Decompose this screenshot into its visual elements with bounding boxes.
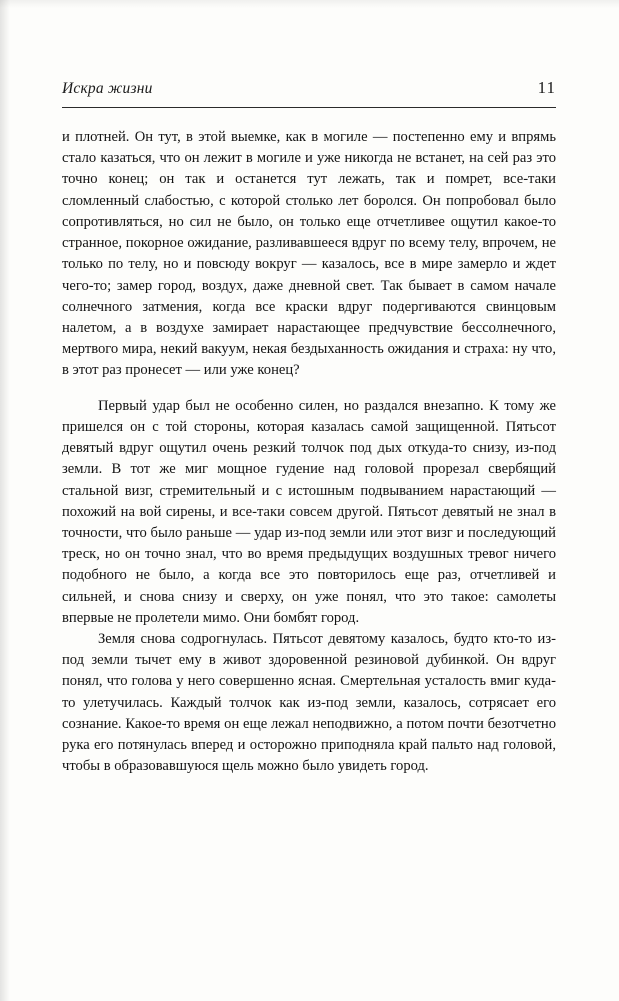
body-text: [62, 127, 556, 778]
running-head: [62, 78, 556, 98]
page-number: 11: [537, 78, 556, 97]
book-title: Искра жизни: [62, 80, 153, 97]
paragraph: и плотней. Он тут, в этой выемке, как в могиле — постепенно ему и впрямь стало казаться, что он лежит в могиле и уже никогда не встанет, на сей раз это точно конец; он так и останется тут лежать, так и помрет, все-таки сломленный слабостью, с которой столько лет боролся. Он попробовал было сопротивляться, но сил не было, он только еще отчетливее ощутил какое-то странное, покорное ожидание, разливавшееся вдруг по всему телу, впрочем, не только по телу, но и повсюду вокруг — казалось, все в мире замерло и ждет чего-то; замер город, воздух, даже дневной свет. Так бывает в самом начале солнечного затмения, когда все краски вдруг подергиваются свинцовым налетом, а в воздухе замирает нарастающее предчувствие бессолнечного, мертвого мира, некий вакуум, некая бездыханность ожидания и страха: ну что, в этот раз пронесет — или уже конец?: [62, 129, 556, 379]
paragraph: Земля снова содрогнулась. Пятьсот девятому казалось, будто кто-то из-под земли тычет ему в живот здоровенной резиновой дубинкой. Он вдруг понял, что голова у него совершенно ясная. Смертельная усталость вмиг куда-то улетучилась. Каждый толчок как из-под земли, казалось, сотрясает его сознание. Какое-то время он еще лежал неподвижно, а потом почти безотчетно рука его потянулась вперед и осторожно приподняла край пальто над головой, чтобы в образовавшуюся щель можно было увидеть город.: [62, 631, 556, 775]
page-edge-shadow-left: [0, 0, 10, 1001]
page-content: [62, 78, 556, 778]
paragraph-spacer: [62, 382, 556, 396]
page-edge-shadow-top: [0, 0, 619, 8]
header-divider: [62, 107, 556, 108]
paragraph: Первый удар был не особенно силен, но раздался внезапно. К тому же пришелся он с той стороны, которая казалась самой защищенной. Пятьсот девятый вдруг ощутил очень резкий толчок под дых откуда-то снизу, из-под земли. В тот же миг мощное гудение над головой прорезал свербящий стальной визг, стремительный и с истошным подвыванием нарастающий — похожий на вой сирены, и все-таки совсем другой. Пятьсот девятый не знал в точности, что было раньше — удар из-под земли или этот визг и последующий треск, но он точно знал, что во время предыдущих воздушных тревог ничего подобного не было, а когда все это повторилось еще раз, отчетливей и сильней, и снова снизу и сверху, он уже понял, что это такое: самолеты впервые не пролетели мимо. Они бомбят город.: [62, 397, 556, 626]
